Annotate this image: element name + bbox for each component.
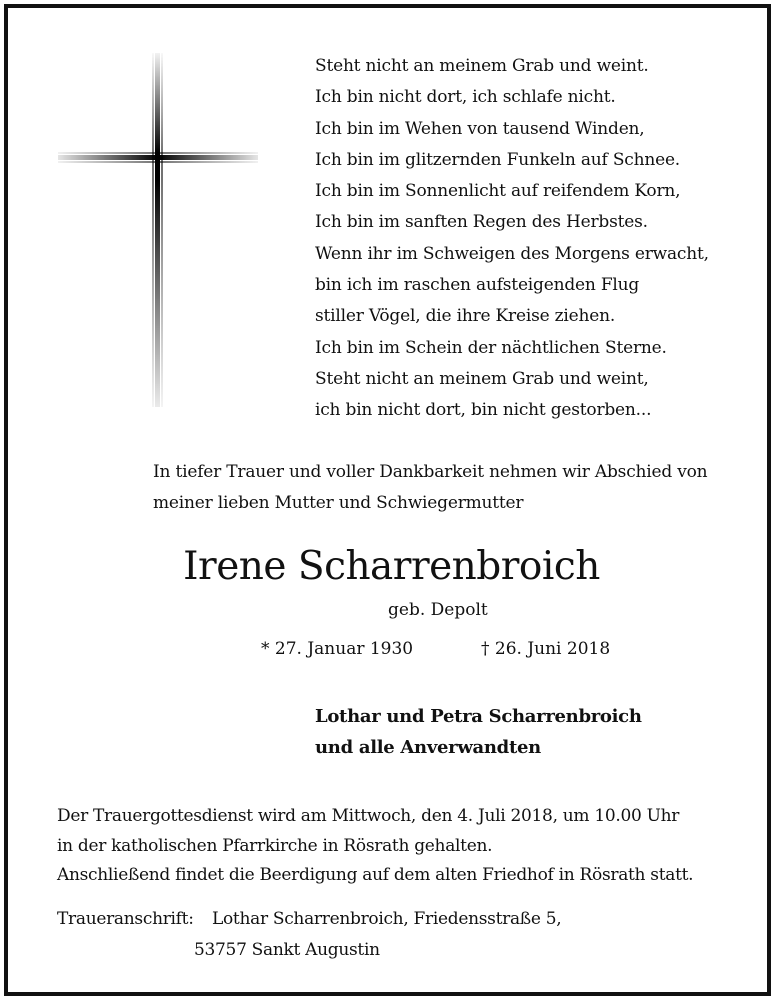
mourners	[315, 701, 642, 763]
address-line-1: Lothar Scharrenbroich, Friedensstraße 5,	[212, 909, 562, 929]
cross-vertical-beam	[152, 53, 163, 407]
poem-line: stiller Vögel, die ihre Kreise ziehen.	[315, 306, 616, 327]
obituary-frame	[4, 4, 771, 996]
funeral-service-info	[57, 802, 757, 891]
poem-line: Wenn ihr im Schweigen des Morgens erwacht,	[315, 243, 709, 264]
poem-line: Ich bin im Sonnenlicht auf reifendem Korn,	[315, 181, 681, 202]
address-label: Traueranschrift:	[57, 909, 194, 929]
poem-line: Ich bin im glitzernden Funkeln auf Schnee.	[315, 149, 681, 170]
poem-line: Ich bin im sanften Regen des Herbstes.	[315, 212, 648, 233]
poem-line: Ich bin nicht dort, ich schlafe nicht.	[315, 87, 616, 108]
birth-name: geb. Depolt	[388, 600, 488, 620]
service-line: in der katholischen Pfarrkirche in Rösrath gehalten.	[57, 835, 493, 856]
address-line-2: 53757 Sankt Augustin	[194, 940, 380, 960]
poem-line: Steht nicht an meinem Grab und weint.	[315, 56, 649, 76]
intro-line: meiner lieben Mutter und Schwiegermutter	[153, 493, 524, 513]
mourners-line: und alle Anverwandten	[315, 737, 541, 758]
poem-line: Steht nicht an meinem Grab und weint,	[315, 368, 649, 389]
death-date: † 26. Juni 2018	[481, 639, 611, 659]
poem-line: Ich bin im Wehen von tausend Winden,	[315, 118, 645, 139]
service-line: Der Trauergottesdienst wird am Mittwoch, den 4. Juli 2018, um 10.00 Uhr	[57, 806, 680, 826]
cross-horizontal-beam	[58, 152, 258, 163]
poem-line: Ich bin im Schein der nächtlichen Sterne.	[315, 337, 667, 358]
deceased-name: Irene Scharrenbroich	[183, 544, 600, 589]
service-line: Anschließend findet die Beerdigung auf dem alten Friedhof in Rösrath statt.	[57, 865, 694, 885]
poem-line: bin ich im raschen aufsteigenden Flug	[315, 275, 640, 296]
poem-line: ich bin nicht dort, bin nicht gestorben...	[315, 400, 652, 421]
mourners-line: Lothar und Petra Scharrenbroich	[315, 706, 642, 727]
birth-date: * 27. Januar 1930	[261, 639, 414, 659]
intro-text	[153, 457, 743, 519]
intro-line: In tiefer Trauer und voller Dankbarkeit nehmen wir Abschied von	[153, 462, 708, 482]
poem	[315, 51, 755, 427]
